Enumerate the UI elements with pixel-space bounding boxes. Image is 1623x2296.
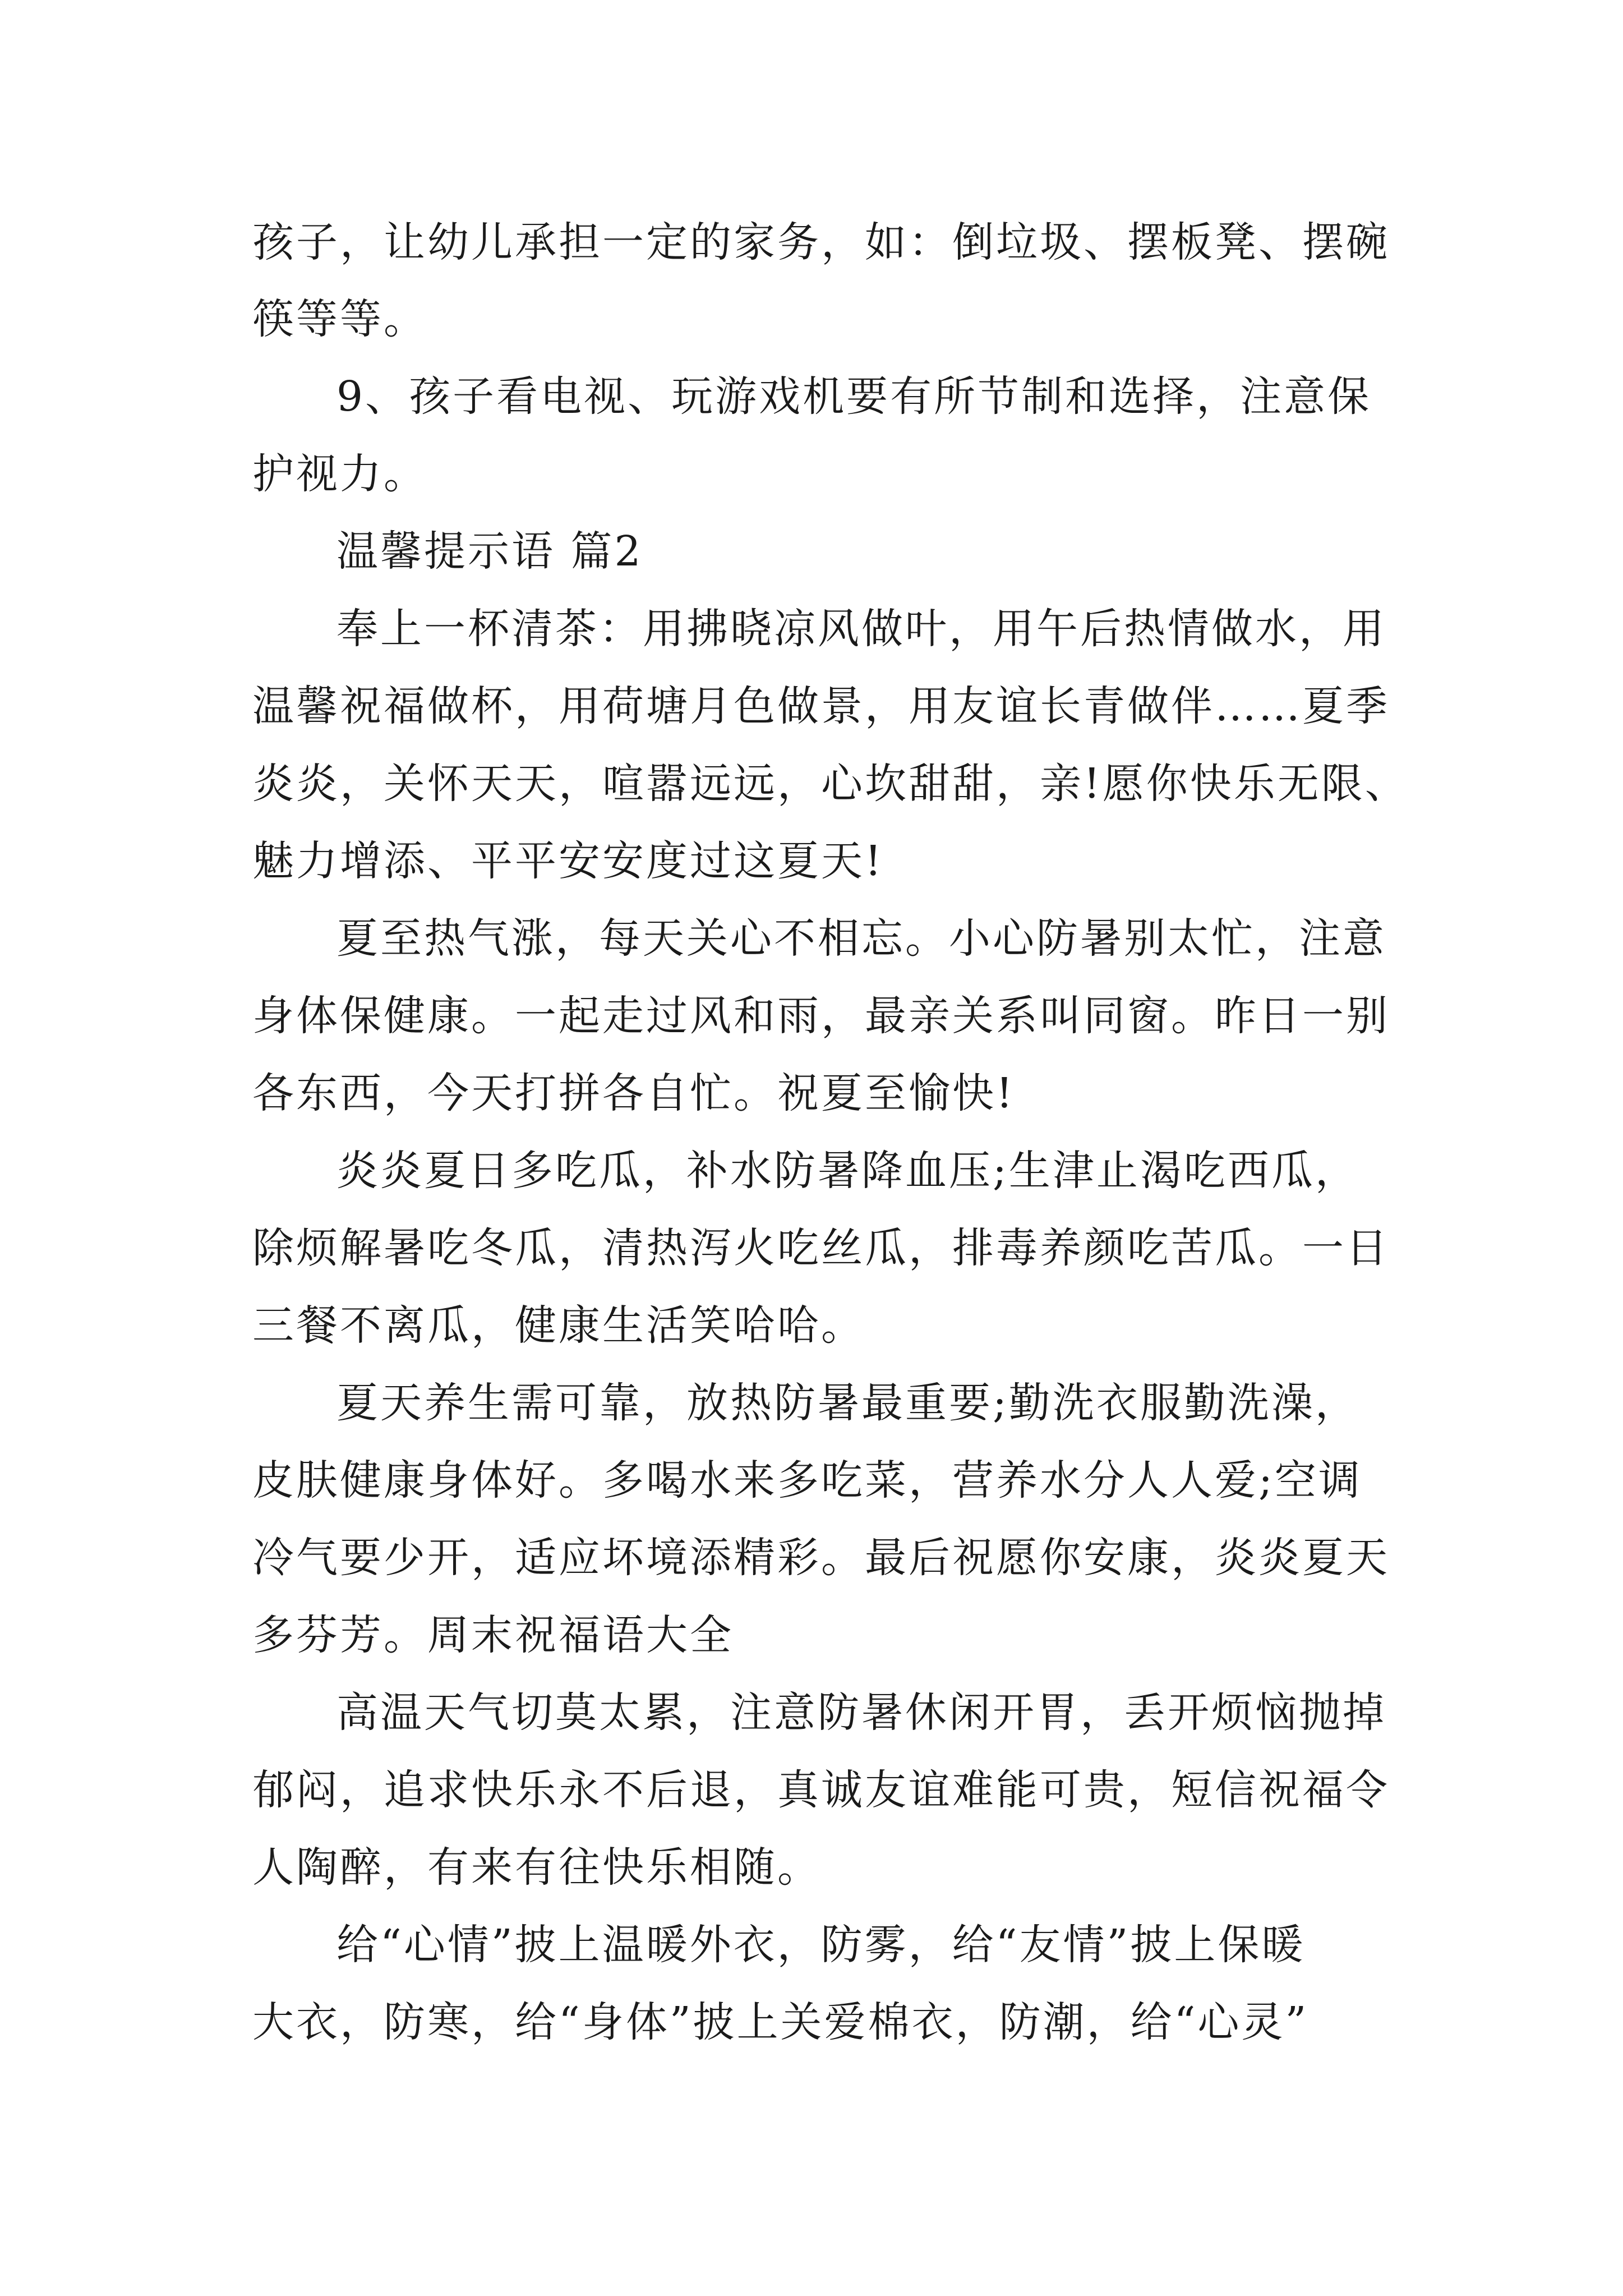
body-text-line: 郁闷，追求快乐永不后退，真诚友谊难能可贵，短信祝福令 [252, 1766, 1390, 1814]
body-text-line: 给“心情”披上温暖外衣，防雾，给“友情”披上保暖 [336, 1921, 1306, 1969]
body-text-line: 冷气要少开，适应坏境添精彩。最后祝愿你安康，炎炎夏天 [252, 1534, 1390, 1582]
body-text-line: 9、孩子看电视、玩游戏机要有所节制和选择，注意保 [336, 372, 1372, 421]
body-text-line: 身体保健康。一起走过风和雨，最亲关系叫同窗。昨日一别 [252, 992, 1390, 1040]
body-text-line: 孩子，让幼儿承担一定的家务，如：倒垃圾、摆板凳、摆碗 [252, 218, 1390, 266]
body-text-line: 除烦解暑吃冬瓜，清热泻火吃丝瓜，排毒养颜吃苦瓜。一日 [252, 1224, 1390, 1272]
body-text-line: 魅力增添、平平安安度过这夏天! [252, 837, 884, 885]
body-text-line: 奉上一杯清茶：用拂晓凉风做叶，用午后热情做水，用 [336, 605, 1386, 653]
body-text-line: 各东西，今天打拼各自忙。祝夏至愉快! [252, 1069, 1015, 1117]
body-text-line: 大衣，防寒，给“身体”披上关爱棉衣，防潮，给“心灵” [252, 1998, 1309, 2046]
section-heading: 温馨提示语 篇2 [336, 527, 643, 576]
body-text-line: 三餐不离瓜，健康生活笑哈哈。 [252, 1301, 865, 1350]
body-text-line: 夏天养生需可靠，放热防暑最重要;勤洗衣服勤洗澡， [336, 1379, 1359, 1427]
body-text-line: 人陶醉，有来有往快乐相随。 [252, 1843, 821, 1892]
body-text-line: 护视力。 [252, 450, 427, 498]
body-text-line: 皮肤健康身体好。多喝水来多吃菜，营养水分人人爱;空调 [252, 1456, 1362, 1504]
body-text-line: 多芬芳。周末祝福语大全 [252, 1611, 734, 1659]
body-text-line: 筷等等。 [252, 295, 427, 343]
body-text-line: 高温天气切莫太累，注意防暑休闲开胃，丢开烦恼抛掉 [336, 1688, 1386, 1737]
body-text-line: 炎炎夏日多吃瓜，补水防暑降血压;生津止渴吃西瓜， [336, 1147, 1359, 1195]
body-text-line: 夏至热气涨，每天关心不相忘。小心防暑别太忙，注意 [336, 914, 1386, 963]
body-text-line: 温馨祝福做杯，用荷塘月色做景，用友谊长青做伴……夏季 [252, 682, 1390, 730]
body-text-line: 炎炎，关怀天天，喧嚣远远，心坎甜甜，亲!愿你快乐无限、 [252, 760, 1409, 808]
